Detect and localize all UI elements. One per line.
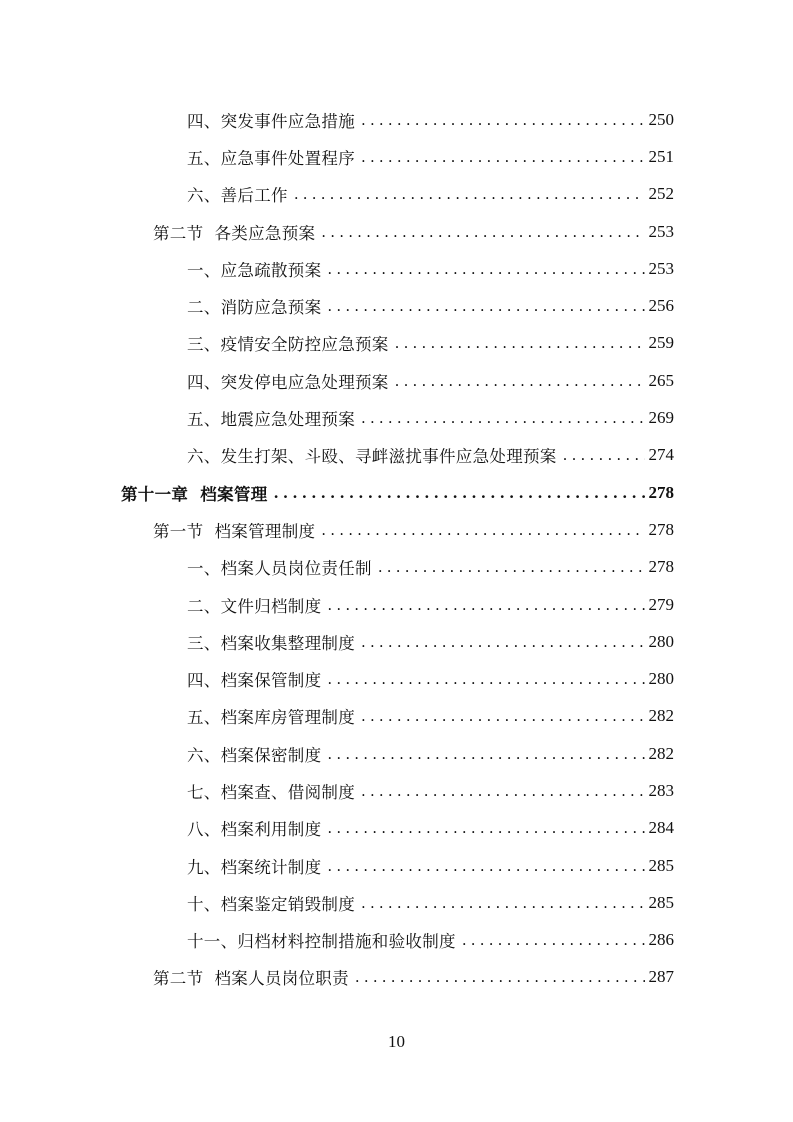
toc-entry-title: 七、档案查、借阅制度 [187, 782, 355, 802]
toc-entry[interactable] [0, 138, 674, 175]
dot-leader [361, 707, 645, 725]
toc-entry[interactable] [0, 586, 674, 623]
dot-leader [361, 633, 645, 651]
toc-entry-page: 253 [648, 221, 674, 241]
dot-leader [395, 334, 645, 352]
dot-leader [327, 819, 644, 837]
toc-entry[interactable] [0, 101, 674, 138]
toc-entry-title: 六、档案保密制度 [187, 745, 322, 765]
toc-entry-title: 六、善后工作 [187, 186, 288, 206]
toc-entry-title: 九、档案统计制度 [187, 857, 322, 877]
toc-entry-page: 259 [648, 333, 674, 353]
dot-leader [355, 968, 645, 986]
dot-leader [361, 409, 645, 427]
dot-leader [395, 372, 645, 390]
toc-entry[interactable] [0, 772, 674, 809]
toc-entry-title: 二、文件归档制度 [187, 596, 322, 616]
toc-entry-page: 284 [648, 818, 674, 838]
toc-entry-page: 252 [648, 184, 674, 204]
toc-entry-title: 四、突发事件应急措施 [187, 111, 355, 131]
toc-entry[interactable] [0, 176, 674, 213]
toc-entry-title: 二、消防应急预案 [187, 298, 322, 318]
toc-entry-page: 285 [648, 892, 674, 912]
toc-entry-title: 五、应急事件处置程序 [187, 148, 355, 168]
toc-entry[interactable] [0, 250, 674, 287]
dot-leader [294, 185, 645, 203]
toc-entry-page: 278 [648, 557, 674, 577]
toc-entry-title: 五、地震应急处理预案 [187, 410, 355, 430]
toc-entry[interactable] [0, 959, 674, 996]
dot-leader [361, 148, 645, 166]
toc-entry-page: 269 [648, 408, 674, 428]
toc-entry[interactable] [0, 922, 674, 959]
toc-entry-title: 四、突发停电应急处理预案 [187, 372, 389, 392]
toc-entry-page: 278 [648, 482, 674, 502]
toc-entry-page: 256 [648, 296, 674, 316]
toc-entry-page: 265 [648, 370, 674, 390]
toc-entry-page: 286 [648, 930, 674, 950]
dot-leader [327, 745, 644, 763]
toc-entry[interactable] [0, 884, 674, 921]
toc-entry-title: 第十一章 档案管理 [121, 484, 268, 504]
dot-leader [321, 521, 644, 539]
toc-entry[interactable] [0, 810, 674, 847]
toc-entry-title: 六、发生打架、斗殴、寻衅滋扰事件应急处理预案 [187, 447, 557, 467]
toc-entry-page: 278 [648, 519, 674, 539]
dot-leader [327, 670, 644, 688]
toc-entry-page: 282 [648, 706, 674, 726]
toc-entry[interactable] [0, 735, 674, 772]
toc-entry-title: 四、档案保管制度 [187, 671, 322, 691]
table-of-contents [0, 101, 793, 996]
toc-entry-title: 一、档案人员岗位责任制 [187, 559, 372, 579]
dot-leader [361, 894, 645, 912]
toc-entry[interactable] [0, 474, 674, 511]
toc-entry[interactable] [0, 287, 674, 324]
toc-entry[interactable] [0, 325, 674, 362]
toc-entry-page: 253 [648, 258, 674, 278]
dot-leader [462, 931, 645, 949]
toc-entry[interactable] [0, 213, 674, 250]
toc-entry-page: 287 [648, 967, 674, 987]
dot-leader [327, 260, 644, 278]
toc-entry-page: 285 [648, 855, 674, 875]
toc-entry-page: 280 [648, 631, 674, 651]
toc-entry-page: 251 [648, 146, 674, 166]
toc-entry-title: 五、档案库房管理制度 [187, 708, 355, 728]
toc-entry-title: 三、疫情安全防控应急预案 [187, 335, 389, 355]
toc-entry[interactable] [0, 437, 674, 474]
page-number: 10 [388, 1032, 405, 1051]
toc-entry[interactable] [0, 698, 674, 735]
dot-leader [378, 558, 645, 576]
toc-entry-title: 一、应急疏散预案 [187, 260, 322, 280]
toc-entry-page: 279 [648, 594, 674, 614]
dot-leader [274, 484, 645, 502]
toc-entry[interactable] [0, 549, 674, 586]
dot-leader [361, 111, 645, 129]
toc-entry[interactable] [0, 847, 674, 884]
toc-entry[interactable] [0, 623, 674, 660]
toc-entry-title: 第二节 各类应急预案 [153, 223, 316, 243]
toc-entry[interactable] [0, 362, 674, 399]
dot-leader [327, 857, 644, 875]
dot-leader [563, 446, 645, 464]
toc-entry-title: 十、档案鉴定销毁制度 [187, 894, 355, 914]
toc-entry[interactable] [0, 511, 674, 548]
toc-entry-title: 八、档案利用制度 [187, 820, 322, 840]
toc-entry-title: 第一节 档案管理制度 [153, 521, 316, 541]
dot-leader [327, 297, 644, 315]
dot-leader [321, 223, 644, 241]
toc-entry-title: 十一、归档材料控制措施和验收制度 [187, 932, 456, 952]
toc-entry[interactable] [0, 660, 674, 697]
toc-entry-page: 283 [648, 780, 674, 800]
toc-entry-title: 三、档案收集整理制度 [187, 633, 355, 653]
dot-leader [327, 596, 644, 614]
toc-entry-title: 第二节 档案人员岗位职责 [153, 969, 349, 989]
dot-leader [361, 782, 645, 800]
toc-entry-page: 282 [648, 743, 674, 763]
toc-entry-page: 274 [648, 445, 674, 465]
toc-entry[interactable] [0, 399, 674, 436]
toc-entry-page: 280 [648, 669, 674, 689]
toc-entry-page: 250 [648, 109, 674, 129]
